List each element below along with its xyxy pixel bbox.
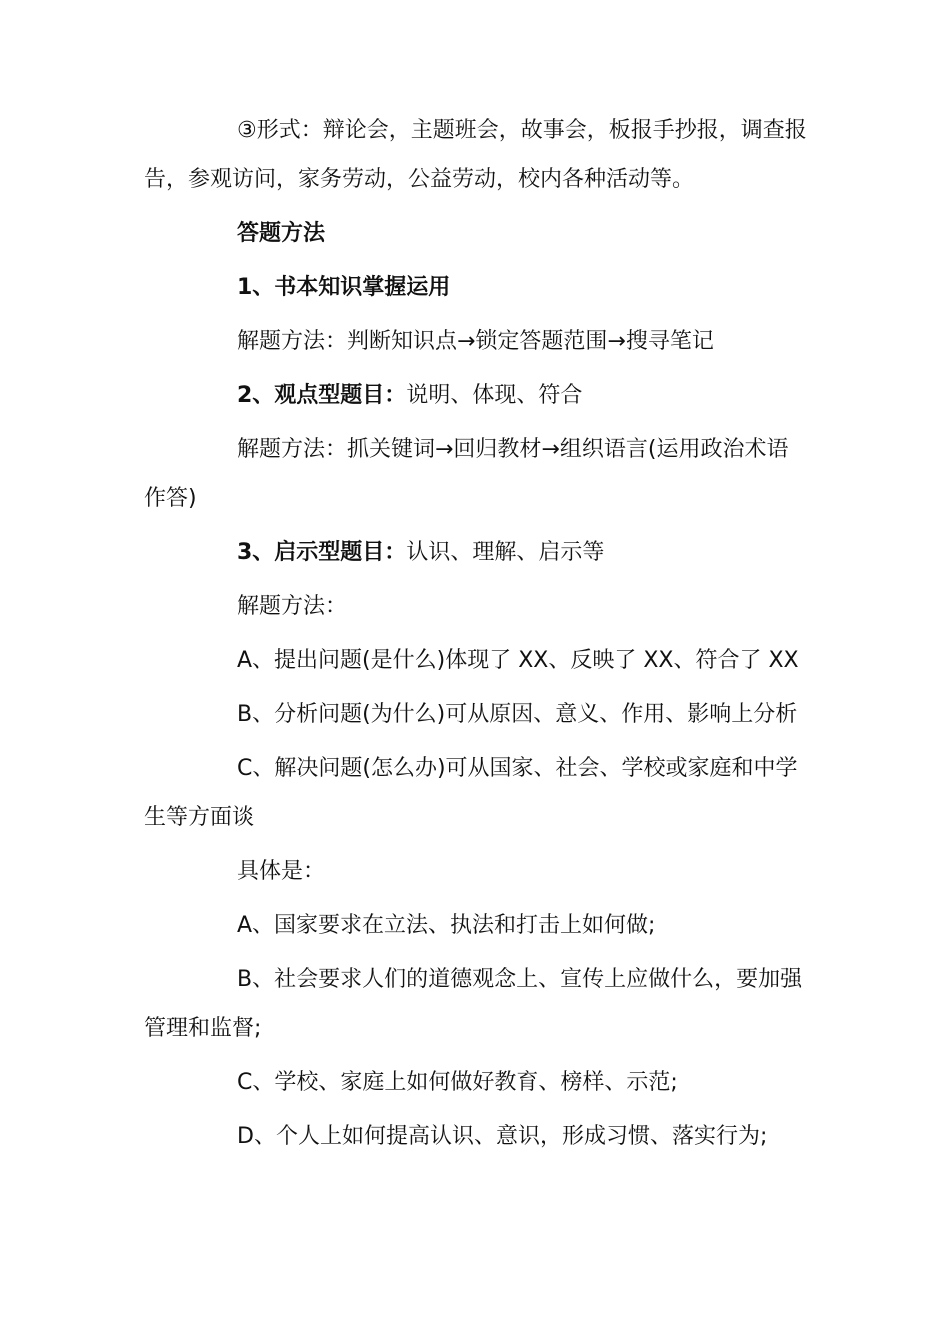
heading-answer-method (144, 209, 809, 258)
paragraph-text: 解题方法： (237, 594, 348, 619)
paragraph-text: 解题方法：抓关键词→回归教材→组织语言(运用政治术语作答) (144, 437, 789, 511)
paragraph-text: C、学校、家庭上如何做好教育、榜样、示范; (237, 1070, 678, 1095)
heading-book-knowledge (144, 263, 809, 312)
paragraph-text: A、国家要求在立法、执法和打击上如何做; (237, 913, 656, 938)
specific-item-d (144, 1112, 809, 1161)
paragraph-text: ③形式：辩论会，主题班会，故事会，板报手抄报，调查报告，参观访问，家务劳动，公益劳动，校内各种活动等。 (144, 118, 807, 192)
paragraph-text: B、分析问题(为什么)可从原因、意义、作用、影响上分析 (237, 702, 798, 727)
heading-text: 3、启示型题目： (237, 540, 407, 565)
list-item-c (144, 744, 809, 842)
paragraph-specifics (144, 847, 809, 896)
heading-inspiration-type (144, 528, 809, 577)
paragraph-text: 解题方法：判断知识点→锁定答题范围→搜寻笔记 (237, 329, 714, 354)
paragraph-forms (144, 106, 809, 204)
heading-text: 2、观点型题目： (237, 383, 407, 408)
list-item-b (144, 690, 809, 739)
specific-item-c (144, 1058, 809, 1107)
specific-item-b (144, 955, 809, 1053)
paragraph-text: 认识、理解、启示等 (406, 540, 605, 565)
paragraph-method-3 (144, 582, 809, 631)
paragraph-method-1 (144, 317, 809, 366)
paragraph-text: 具体是： (237, 859, 326, 884)
list-item-a (144, 636, 809, 685)
paragraph-text: D、个人上如何提高认识、意识，形成习惯、落实行为; (237, 1124, 768, 1149)
paragraph-text: C、解决问题(怎么办)可从国家、社会、学校或家庭和中学生等方面谈 (144, 756, 798, 830)
paragraph-method-2 (144, 425, 809, 523)
heading-text: 答题方法 (237, 221, 326, 246)
paragraph-text: 说明、体现、符合 (406, 383, 583, 408)
heading-viewpoint-type (144, 371, 809, 420)
heading-text: 1、书本知识掌握运用 (237, 275, 451, 300)
document-body (144, 106, 809, 1166)
paragraph-text: B、社会要求人们的道德观念上、宣传上应做什么，要加强管理和监督; (144, 967, 803, 1041)
paragraph-text: A、提出问题(是什么)体现了 XX、反映了 XX、符合了 XX (237, 648, 799, 673)
specific-item-a (144, 901, 809, 950)
